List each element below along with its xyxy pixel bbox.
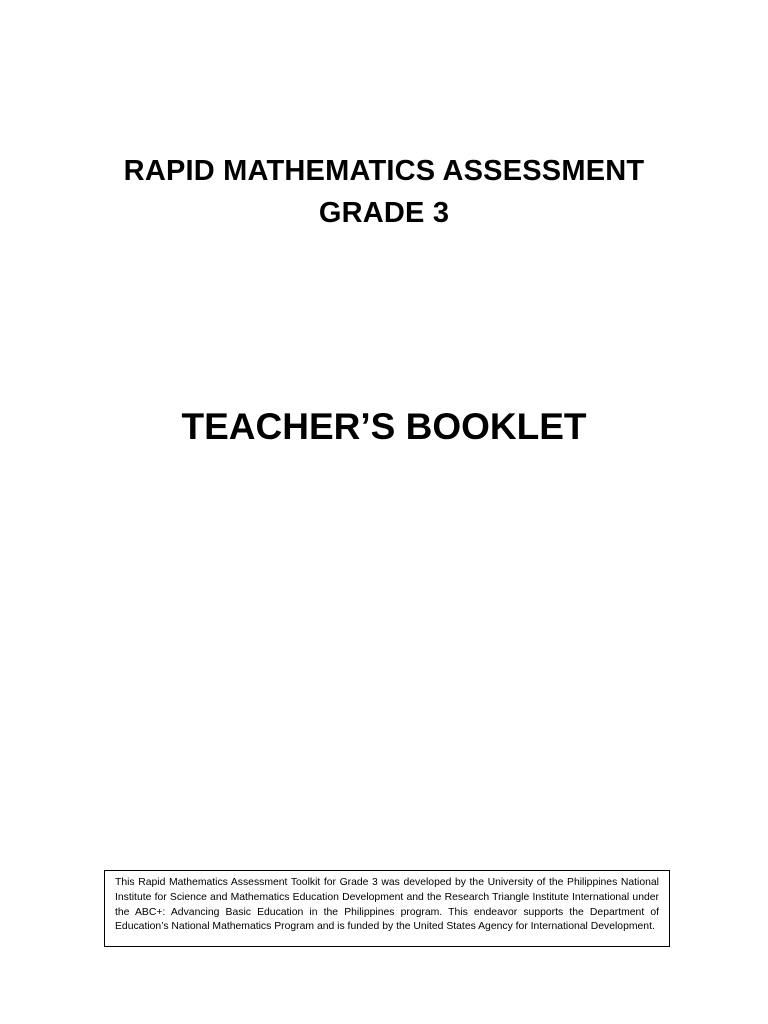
- assessment-title: RAPID MATHEMATICS ASSESSMENT: [123, 155, 645, 187]
- funding-disclaimer-box: [104, 870, 670, 947]
- grade-level: GRADE 3: [318, 197, 450, 229]
- booklet-title: TEACHER’S BOOKLET: [181, 406, 587, 447]
- assessment-title-block: [0, 150, 768, 234]
- funding-disclaimer-text: This Rapid Mathematics Assessment Toolkit for Grade 3 was developed by the University of the Philippines National Institute for Science and Mathematics Education Development and the Research Triangle Institute International under the ABC+: Advancing Basic Education in the Philippines program. This endeavor supports the Department of Education’s National Mathematics Program and is funded by the United States Agency for International Development.: [115, 877, 659, 933]
